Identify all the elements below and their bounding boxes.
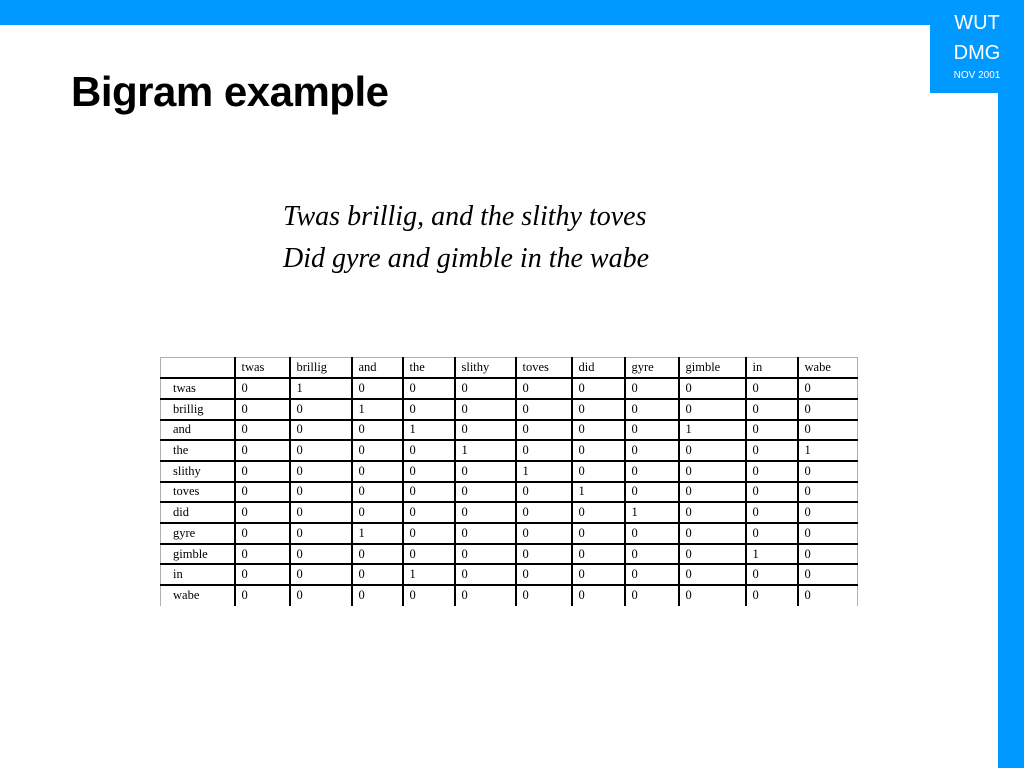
row-header-cell: in: [161, 564, 235, 585]
count-cell: 0: [746, 502, 798, 523]
count-cell: 0: [679, 482, 746, 503]
count-cell: 0: [798, 378, 858, 399]
column-header-in: in: [746, 358, 798, 379]
count-cell: 0: [403, 440, 455, 461]
matrix-body: [161, 378, 858, 606]
count-cell: 0: [625, 523, 679, 544]
table-row: [161, 502, 858, 523]
count-cell: 0: [746, 564, 798, 585]
count-cell: 0: [572, 564, 625, 585]
count-cell: 0: [679, 523, 746, 544]
count-cell: 0: [455, 399, 516, 420]
count-cell: 0: [625, 482, 679, 503]
logo-line-wut: WUT: [954, 12, 1000, 34]
count-cell: 0: [572, 440, 625, 461]
row-header-cell: the: [161, 440, 235, 461]
table-row: [161, 585, 858, 606]
count-cell: 0: [746, 461, 798, 482]
column-header-brillig: brillig: [290, 358, 352, 379]
count-cell: 0: [403, 399, 455, 420]
poem-line-2: Did gyre and gimble in the wabe: [283, 243, 650, 274]
table-row: [161, 420, 858, 441]
column-header-did: did: [572, 358, 625, 379]
count-cell: 0: [798, 544, 858, 565]
count-cell: 0: [352, 564, 403, 585]
count-cell: 0: [625, 564, 679, 585]
count-cell: 0: [290, 399, 352, 420]
top-accent-bar: [0, 0, 930, 25]
column-header-toves: toves: [516, 358, 572, 379]
count-cell: 0: [235, 399, 290, 420]
row-header-cell: twas: [161, 378, 235, 399]
table-row: [161, 544, 858, 565]
count-cell: 1: [572, 482, 625, 503]
count-cell: 0: [746, 585, 798, 606]
table-row: [161, 461, 858, 482]
count-cell: 0: [290, 502, 352, 523]
count-cell: 0: [352, 482, 403, 503]
column-header-the: the: [403, 358, 455, 379]
count-cell: 0: [516, 523, 572, 544]
row-header-cell: did: [161, 502, 235, 523]
bigram-matrix: [160, 357, 858, 606]
count-cell: 0: [235, 564, 290, 585]
count-cell: 0: [455, 585, 516, 606]
count-cell: 0: [572, 461, 625, 482]
count-cell: 0: [403, 523, 455, 544]
count-cell: 0: [679, 461, 746, 482]
count-cell: 1: [625, 502, 679, 523]
count-cell: 0: [516, 440, 572, 461]
count-cell: 0: [235, 544, 290, 565]
count-cell: 0: [746, 378, 798, 399]
count-cell: 0: [455, 564, 516, 585]
count-cell: 0: [235, 378, 290, 399]
count-cell: 1: [403, 420, 455, 441]
count-cell: 0: [798, 399, 858, 420]
count-cell: 0: [235, 502, 290, 523]
table-row: [161, 378, 858, 399]
column-header-gimble: gimble: [679, 358, 746, 379]
count-cell: 0: [235, 585, 290, 606]
count-cell: 0: [572, 420, 625, 441]
column-header-slithy: slithy: [455, 358, 516, 379]
count-cell: 0: [746, 420, 798, 441]
count-cell: 1: [679, 420, 746, 441]
count-cell: 0: [572, 523, 625, 544]
count-cell: 0: [798, 564, 858, 585]
count-cell: 1: [403, 564, 455, 585]
count-cell: 0: [679, 378, 746, 399]
count-cell: 0: [290, 564, 352, 585]
count-cell: 1: [798, 440, 858, 461]
count-cell: 0: [455, 378, 516, 399]
count-cell: 0: [455, 461, 516, 482]
count-cell: 1: [455, 440, 516, 461]
count-cell: 0: [625, 399, 679, 420]
count-cell: 1: [352, 399, 403, 420]
count-cell: 0: [352, 378, 403, 399]
count-cell: 0: [235, 420, 290, 441]
count-cell: 0: [403, 585, 455, 606]
row-header-cell: gimble: [161, 544, 235, 565]
count-cell: 0: [798, 523, 858, 544]
logo-line-date: NOV 2001: [953, 70, 1001, 81]
count-cell: 0: [455, 523, 516, 544]
count-cell: 0: [516, 585, 572, 606]
poem-line-1: Twas brillig, and the slithy toves: [283, 201, 647, 232]
row-header-cell: slithy: [161, 461, 235, 482]
column-header-twas: twas: [235, 358, 290, 379]
count-cell: 0: [516, 482, 572, 503]
count-cell: 0: [516, 502, 572, 523]
count-cell: 0: [455, 502, 516, 523]
row-header-cell: wabe: [161, 585, 235, 606]
count-cell: 0: [679, 585, 746, 606]
count-cell: 0: [679, 564, 746, 585]
table-row: [161, 482, 858, 503]
count-cell: 0: [352, 461, 403, 482]
count-cell: 0: [746, 523, 798, 544]
table-row: [161, 440, 858, 461]
count-cell: 0: [625, 585, 679, 606]
row-header-cell: gyre: [161, 523, 235, 544]
count-cell: 0: [290, 461, 352, 482]
count-cell: 0: [290, 440, 352, 461]
matrix-corner-cell: [161, 358, 235, 379]
count-cell: 0: [516, 564, 572, 585]
count-cell: 0: [798, 502, 858, 523]
count-cell: 0: [235, 523, 290, 544]
column-header-and: and: [352, 358, 403, 379]
count-cell: 0: [625, 440, 679, 461]
count-cell: 0: [798, 585, 858, 606]
matrix-header-row: [161, 358, 858, 379]
count-cell: 1: [352, 523, 403, 544]
table-row: [161, 523, 858, 544]
count-cell: 0: [403, 544, 455, 565]
count-cell: 0: [572, 399, 625, 420]
count-cell: 0: [455, 420, 516, 441]
count-cell: 0: [455, 482, 516, 503]
count-cell: 0: [679, 502, 746, 523]
count-cell: 1: [746, 544, 798, 565]
count-cell: 0: [625, 544, 679, 565]
count-cell: 0: [625, 378, 679, 399]
count-cell: 0: [746, 399, 798, 420]
count-cell: 0: [798, 461, 858, 482]
count-cell: 0: [290, 482, 352, 503]
table-row: [161, 564, 858, 585]
count-cell: 0: [352, 420, 403, 441]
count-cell: 0: [572, 378, 625, 399]
count-cell: 0: [625, 420, 679, 441]
count-cell: 0: [679, 544, 746, 565]
count-cell: 0: [746, 440, 798, 461]
count-cell: 0: [625, 461, 679, 482]
count-cell: 0: [403, 502, 455, 523]
column-header-gyre: gyre: [625, 358, 679, 379]
count-cell: 0: [798, 482, 858, 503]
count-cell: 0: [290, 523, 352, 544]
count-cell: 0: [235, 440, 290, 461]
count-cell: 0: [516, 378, 572, 399]
count-cell: 0: [235, 482, 290, 503]
slide-title: Bigram example: [71, 68, 389, 115]
count-cell: 0: [746, 482, 798, 503]
count-cell: 0: [572, 502, 625, 523]
right-accent-bar: [998, 93, 1024, 768]
count-cell: 0: [290, 420, 352, 441]
count-cell: 0: [352, 502, 403, 523]
count-cell: 0: [352, 544, 403, 565]
row-header-cell: toves: [161, 482, 235, 503]
poem-excerpt: [283, 196, 649, 280]
column-header-wabe: wabe: [798, 358, 858, 379]
count-cell: 0: [572, 544, 625, 565]
count-cell: 0: [403, 482, 455, 503]
table-row: [161, 399, 858, 420]
count-cell: 0: [798, 420, 858, 441]
count-cell: 0: [352, 440, 403, 461]
count-cell: 0: [679, 440, 746, 461]
count-cell: 0: [516, 399, 572, 420]
count-cell: 1: [290, 378, 352, 399]
count-cell: 0: [516, 420, 572, 441]
count-cell: 0: [290, 544, 352, 565]
count-cell: 0: [516, 544, 572, 565]
count-cell: 1: [516, 461, 572, 482]
logo-line-dmg: DMG: [953, 42, 1001, 64]
count-cell: 0: [352, 585, 403, 606]
count-cell: 0: [679, 399, 746, 420]
wut-dmg-logo: [930, 0, 1024, 93]
count-cell: 0: [290, 585, 352, 606]
count-cell: 0: [403, 461, 455, 482]
count-cell: 0: [403, 378, 455, 399]
count-cell: 0: [235, 461, 290, 482]
row-header-cell: brillig: [161, 399, 235, 420]
row-header-cell: and: [161, 420, 235, 441]
count-cell: 0: [572, 585, 625, 606]
count-cell: 0: [455, 544, 516, 565]
